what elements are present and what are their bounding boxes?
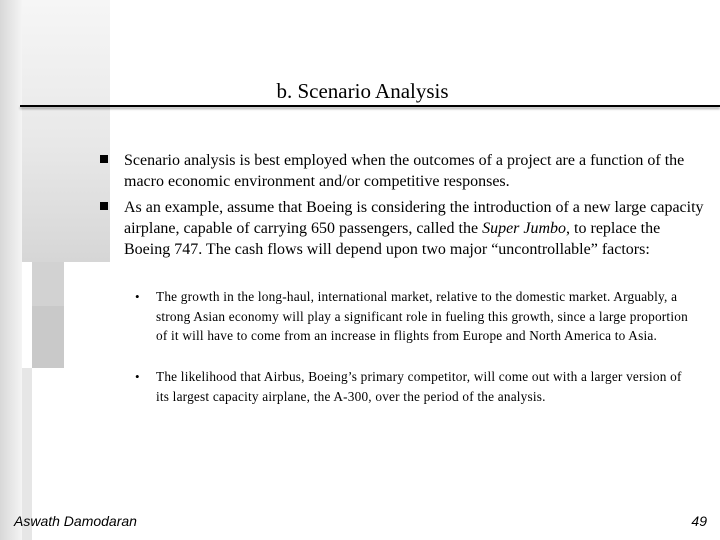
decorative-band-left xyxy=(0,0,22,540)
bullet-text-after: , to replace the Boeing 747. The cash flows will depend upon two major “uncontrollable” factors: xyxy=(124,220,661,258)
title-divider xyxy=(20,105,720,107)
sub-bullet-text: The growth in the long-haul, international market, relative to the domestic market. Arguably, a strong Asian economy will play a significant role in fueling this growth, since a large proportion of it will have to come from an increase in flights from Europe and North America to Asia. xyxy=(156,289,688,343)
sub-bullet-item xyxy=(135,287,691,346)
sub-bullet-text: The likelihood that Airbus, Boeing’s primary competitor, will come out with a larger version of its largest capacity airplane, the A-300, over the period of the analysis. xyxy=(156,369,682,404)
bullet-item xyxy=(124,197,704,260)
decorative-block-small xyxy=(32,262,64,306)
square-bullet-icon xyxy=(100,155,108,163)
page-number: 49 xyxy=(691,513,707,529)
square-bullet-icon xyxy=(100,202,108,210)
bullet-item xyxy=(124,150,704,192)
bullet-text-italic: Super Jumbo xyxy=(482,220,567,237)
slide-title: b. Scenario Analysis xyxy=(276,79,449,103)
bullet-text-before: As an example, assume that Boeing is considering the introduction of a new large capacity airplane, capable of carrying 650 passengers, called the xyxy=(124,199,704,237)
decorative-block-dark xyxy=(32,306,64,368)
dot-bullet-icon: • xyxy=(135,369,140,384)
footer-author: Aswath Damodaran xyxy=(14,513,137,529)
bullet-text: Scenario analysis is best employed when the outcomes of a project are a function of the macro economic environment and/or competitive responses. xyxy=(124,152,685,190)
decorative-gradient-block xyxy=(22,0,110,262)
sub-bullet-item xyxy=(135,367,691,406)
dot-bullet-icon: • xyxy=(135,289,140,304)
